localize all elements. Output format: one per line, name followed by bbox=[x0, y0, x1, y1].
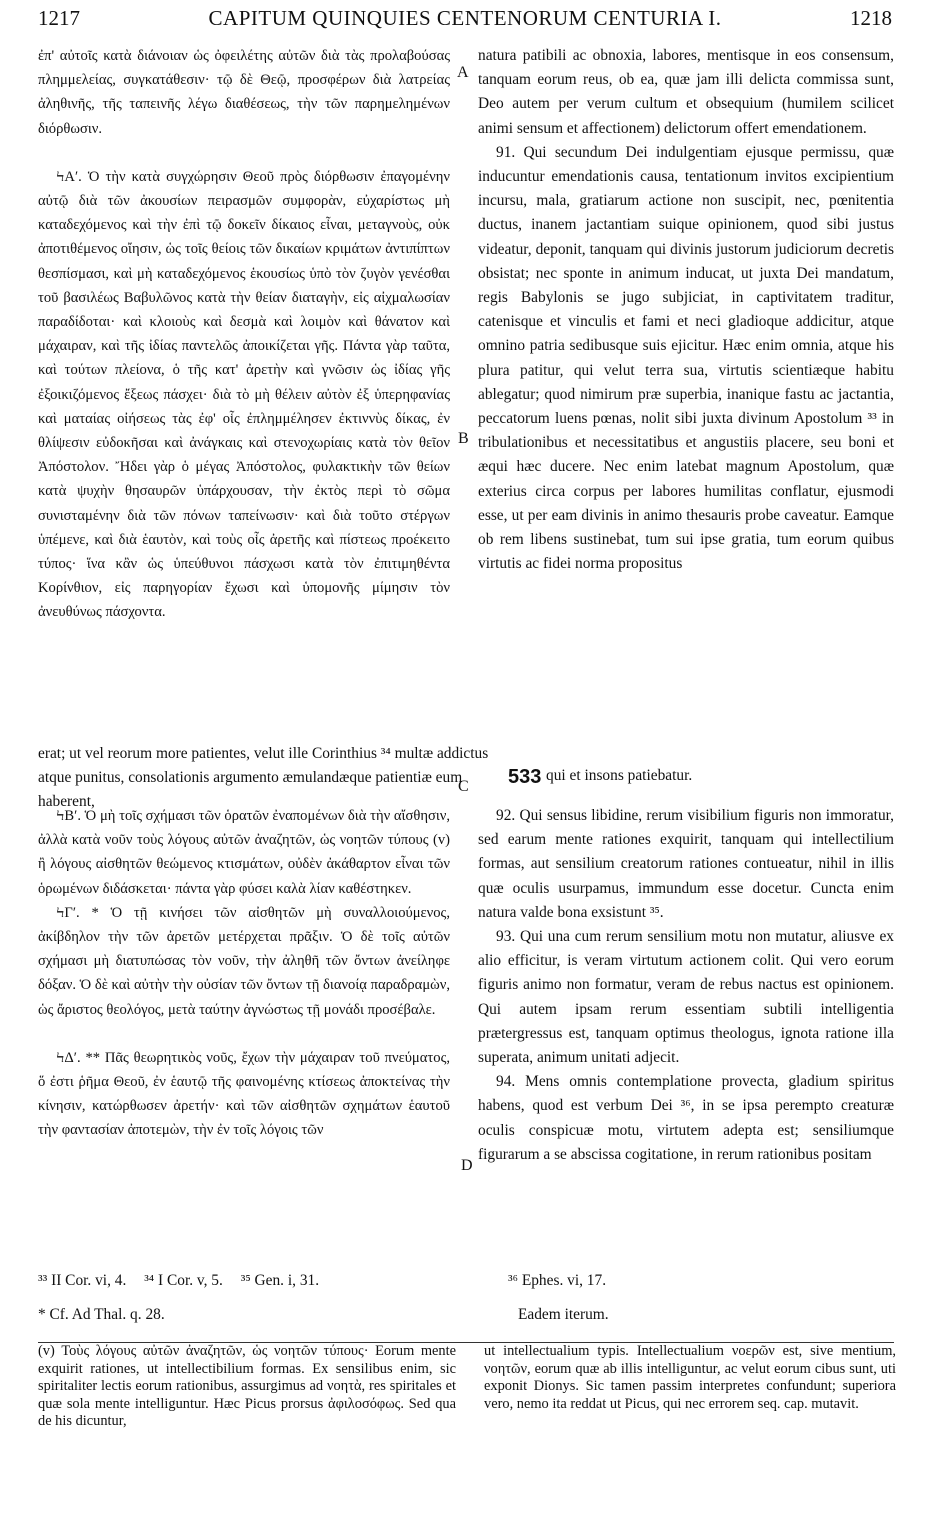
latin-paragraph-94: 94. Mens omnis contemplatione provecta, gladium spiritus habens, quod est verbum Dei ³⁶, in se ipsa perempto creaturæ oculis conspicuæ motu, virtutem adepta est; sensiliumque figurarum a se abscissa cogitatione, in rerum rationibus positam bbox=[478, 1073, 894, 1163]
scripture-references bbox=[38, 1272, 898, 1290]
greek-paragraph-intro: ἐπ' αὐτοῖς κατὰ διάνοιαν ὡς ὀφειλέτης αὐτῶν διὰ τὰς προλαβούσας πλημμελείας, συγκατάθεσιν· τῷ δὲ Θεῷ, προσφέρων διὰ λατρείας ἀληθινῆς, τῆς ταπεινῆς λέγω διαθέσεως, τὴν τῶν παρημελημένων διόρθωσιν. bbox=[38, 48, 450, 137]
latin-paragraph-93: 93. Qui una cum rerum sensilium motu non mutatur, aliusve ex alio efficitur, is veram virtutum actionem colit. Qui vero eorum figuris animo non formatur, veram de rebus nactus est opinionem. Qui autem ipsam rerum essentiam subtili intelligentia prætergressus est, tanquam optimus theologus, ignota ratione illa superata, animum unitati adjecit. bbox=[478, 928, 894, 1067]
page-number-left: 1217 bbox=[38, 6, 80, 30]
greek-paragraph-92: ϞΒʹ. Ὁ μὴ τοῖς σχήμασι τῶν ὁρατῶν ἐναπομένων διὰ τὴν αἴσθησιν, ἀλλὰ κατὰ νοῦν τοὺς λόγους αὐτῶν ἀναζητῶν, ὡς νοητῶν τύπους (v) ἢ λόγους αἰσθητῶν θεώμενος κτισμάτων, οὐδὲν ἀκάθαρτον εἶναι τῶν ὁρωμένων διδάσκεται· πάντα γὰρ φύσει καλὰ λίαν καθέστηκεν. bbox=[38, 808, 450, 897]
margin-letter-d: D bbox=[461, 1157, 473, 1174]
greek-column-lower bbox=[38, 804, 450, 1143]
latin-column-lower bbox=[478, 804, 894, 1167]
margin-letter-b: B bbox=[458, 430, 469, 447]
eadem-note: Eadem iterum. bbox=[518, 1306, 609, 1323]
margin-letter-c: C bbox=[458, 778, 469, 795]
cross-reference-note: * Cf. Ad Thal. q. 28. bbox=[38, 1306, 165, 1323]
editor-note-right: ut intellectualium typis. Intellectualium νοερῶν est, sive mentium, νοητῶν, eorum quæ ab illis intelliguntur, ac velut eorum cibus sunt, uti exponit Dionys. Sic tamen passim interpretes confundunt; superiora vero, nemo ita reddat ut Picus, qui nec errorem seq. cap. mutavit. bbox=[484, 1343, 896, 1412]
page-header bbox=[38, 6, 892, 46]
reference-33: ³³ II Cor. vi, 4. bbox=[38, 1272, 127, 1289]
reference-34: ³⁴ I Cor. v, 5. bbox=[144, 1272, 223, 1289]
page-number-right: 1218 bbox=[850, 6, 892, 30]
spanning-line-end: qui et insons patiebatur. bbox=[546, 767, 693, 784]
greek-column bbox=[38, 44, 450, 625]
editor-note-left: (v) Τοὺς λόγους αὐτῶν ἀναζητῶν, ὡς νοητῶν τύπους· Eorum mente exquirit rationes, ut intellectibilium formas. Ex sensilibus enim, sic spiritaliter lectis eorum rationibus, assurgimus ad νοητὰ, res spiritales et quæ sola mente intelliguntur. Hæc Picus prorsus ἀφιλοσόφως. Sed qua de his dicuntur, bbox=[38, 1343, 456, 1430]
greek-paragraph-93: ϞΓʹ. * Ὁ τῇ κινήσει τῶν αἰσθητῶν μὴ συναλλοιούμενος, ἀκίβδηλον τὴν τῶν ἀρετῶν μετέρχεται πρᾶξιν. Ὁ δὲ τοῖς αὐτῶν σχήμασι μὴ διατυπώσας τὸν νοῦν, τὴν ἀληθῆ τῶν ὄντων ἀνείληφε δόξαν. Ὁ δὲ καὶ αὐτὴν τὴν οὐσίαν τῶν ὄντων τῇ διανοίᾳ παραδραμὼν, ὡς ἄριστος θεολόγος, μετὰ ταύτην ἀγνώστως τῇ μονάδι προσέβαλε. bbox=[38, 904, 451, 1018]
latin-paragraph-92: 92. Qui sensus libidine, rerum visibilium figuris non immoratur, sed earum mente rationes exquirit, tanquam qui intellectilium formas, aut sensilium creatorum rationes contueatur, nihil in illis quæ oculis usurpamus, immundum esse docetur. Cuncta enim natura valde bona exsistunt ³⁵. bbox=[478, 807, 894, 921]
latin-column-top bbox=[478, 44, 894, 576]
reference-36: ³⁶ Ephes. vi, 17. bbox=[508, 1272, 607, 1289]
reference-35: ³⁵ Gen. i, 31. bbox=[240, 1272, 320, 1289]
running-title: CAPITUM QUINQUIES CENTENORUM CENTURIA I. bbox=[208, 6, 722, 30]
latin-paragraph-91: 91. Qui secundum Dei indulgentiam ejusque permissu, quæ inducuntur emendationis causa, tentationum invitos excipientium incursu, mala, gratiarum actione non suscipit, nec, pœnitentia ductus, inanem jactantiam suique opinionem, quod sibi justus videatur, deponit, tanquam qui divinis justorum judiciorum decretis obsistat; nec sponte in animum inducat, ut juxta Dei mandatum, regis Babylonis se jugo subjiciat, in captivitatem traditur, catenisque et vinculis et fami et neci gladioque addicitur, atque omnino patria sedibusque suis ejicitur. Hæc enim omnia, atque his plura patitur, qui velut terra sua, virtutis scientiæque habitu ablegatur; quod nimirum præ superbia, inanique fastu ac jactantia, peccatorum luens pœnas, nolit sibi juxta divinum Apostolum ³³ in tribulationibus et necessitatibus et angustiis placere, seu boni et æqui hæc ducere. Nec enim latebat magnum Apostolum, quæ exterius circa corpus per labores humilitas conflatur, ejusmodi esse, ut per eam divinis in animo thesauris probe caveatur. Eamque ob rem libens sustinebat, tum sui ipse gratia, tum eorum quibus virtutis ac fidei norma propositus bbox=[478, 143, 894, 573]
margin-letter-a: A bbox=[457, 64, 469, 81]
spanning-line: erat; ut vel reorum more patientes, velut ille Corinthius ³⁴ multæ addictus atque punitus, consolationis argumento æmulandæque patientiæ eum haberent, bbox=[38, 745, 489, 811]
latin-paragraph-intro: natura patibili ac obnoxia, labores, mentisque in eos consensum, tanquam eorum reus, ob ea, quæ jam illi delicta commissa sunt, Deo autem per verum cultum et obsequium (humilem scilicet animi sensum et affectionem) delictorum offert emendationem. bbox=[478, 47, 894, 137]
column-number: 533 bbox=[508, 766, 542, 788]
greek-paragraph-91: ϞΑʹ. Ὁ τὴν κατὰ συγχώρησιν Θεοῦ πρὸς διόρθωσιν ἐπαγομένην αὐτῷ διὰ τῶν ἀκουσίων πειρασμῶν συμφορὰν, εὐχαρίστως μὴ καταδεχόμενος καὶ τὴν ἐπὶ τῷ δοκεῖν δίκαιος εἶναι, μεταγνοὺς, οὐκ ἀποτιθέμενος οἴησιν, ὡς τοῖς θείοις τῶν δικαίων κριμάτων ἀντιπίπτων θεσπίσμασι, καὶ μὴ καταδεχόμενος ἑκουσίως ὑπὸ τὸν ζυγὸν γενέσθαι τοῦ βασιλέως Βαβυλῶνος κατὰ τὴν θείαν διαταγὴν, εἰς αἰχμαλωσίαν παραδίδοται· καὶ κλοιοὺς καὶ δεσμὰ καὶ λοιμὸν καὶ θάνατον καὶ μάχαιραν, καὶ τῆς ἰδίας παντελῶς ἀποικίζεται γῆς. Πάντα γὰρ ταῦτα, καὶ τούτων πλείονα, ὁ τῆς κατ' ἀρετὴν καὶ γνῶσιν ὡς ἰδίας γῆς ἐξοικιζόμενος ἔξεως πάσχει· διὰ τὸ μὴ θέλειν αὐτὸν ἐξ ὑπερηφανίας καὶ ματαίας οἰήσεως τὰς ἐφ' οἷς ἐπλημμέλησεν ἐκτιννὺς δίκας, ἐν θλίψεσιν εὐδοκῆσαι καὶ ἀνάγκαις καὶ στενοχωρίαις κατὰ τὸν θεῖον Ἀπόστολον. Ἤδει γὰρ ὁ μέγας Ἀπόστολος, φυλακτικὴν τῶν θείων κατὰ ψυχὴν θησαυρῶν ὑπάρχουσαν, τὴν ἐκτὸς περὶ τὸ σῶμα συνισταμένην διὰ τῶν πόνων ταπείνωσιν· καὶ διὰ τοῦτο στέργων ὑπέμενε, καὶ διὰ ἑαυτὸν, καὶ τοὺς οἷς ἀρετῆς καὶ πίστεως προέκειτο τύπος· ἵνα κἂν ὡς ὑπεύθυνοι πάσχωσι κατὰ τὸν ἐπιτιμηθέντα Κορίνθιον, εἰς παρηγορίαν ἔχωσι καὶ ὑπομονῆς μίμησιν τὸν ἀνευθύνως πάσχοντα. bbox=[38, 168, 450, 621]
greek-paragraph-94: ϞΔʹ. ** Πᾶς θεωρητικὸς νοῦς, ἔχων τὴν μάχαιραν τοῦ πνεύματος, ὅ ἐστι ῥῆμα Θεοῦ, ἐν ἑαυτῷ τῆς φαινομένης κτίσεως ἀποκτείνας τὴν κίνησιν, κατώρθωσεν ἀρετήν· καὶ τῶν αἰσθητῶν σχημάτων ἑαυτοῦ τὴν φαντασίαν ἀποτεμὼν, τὴν ἐν τοῖς λόγοις τῶν bbox=[38, 1049, 450, 1139]
